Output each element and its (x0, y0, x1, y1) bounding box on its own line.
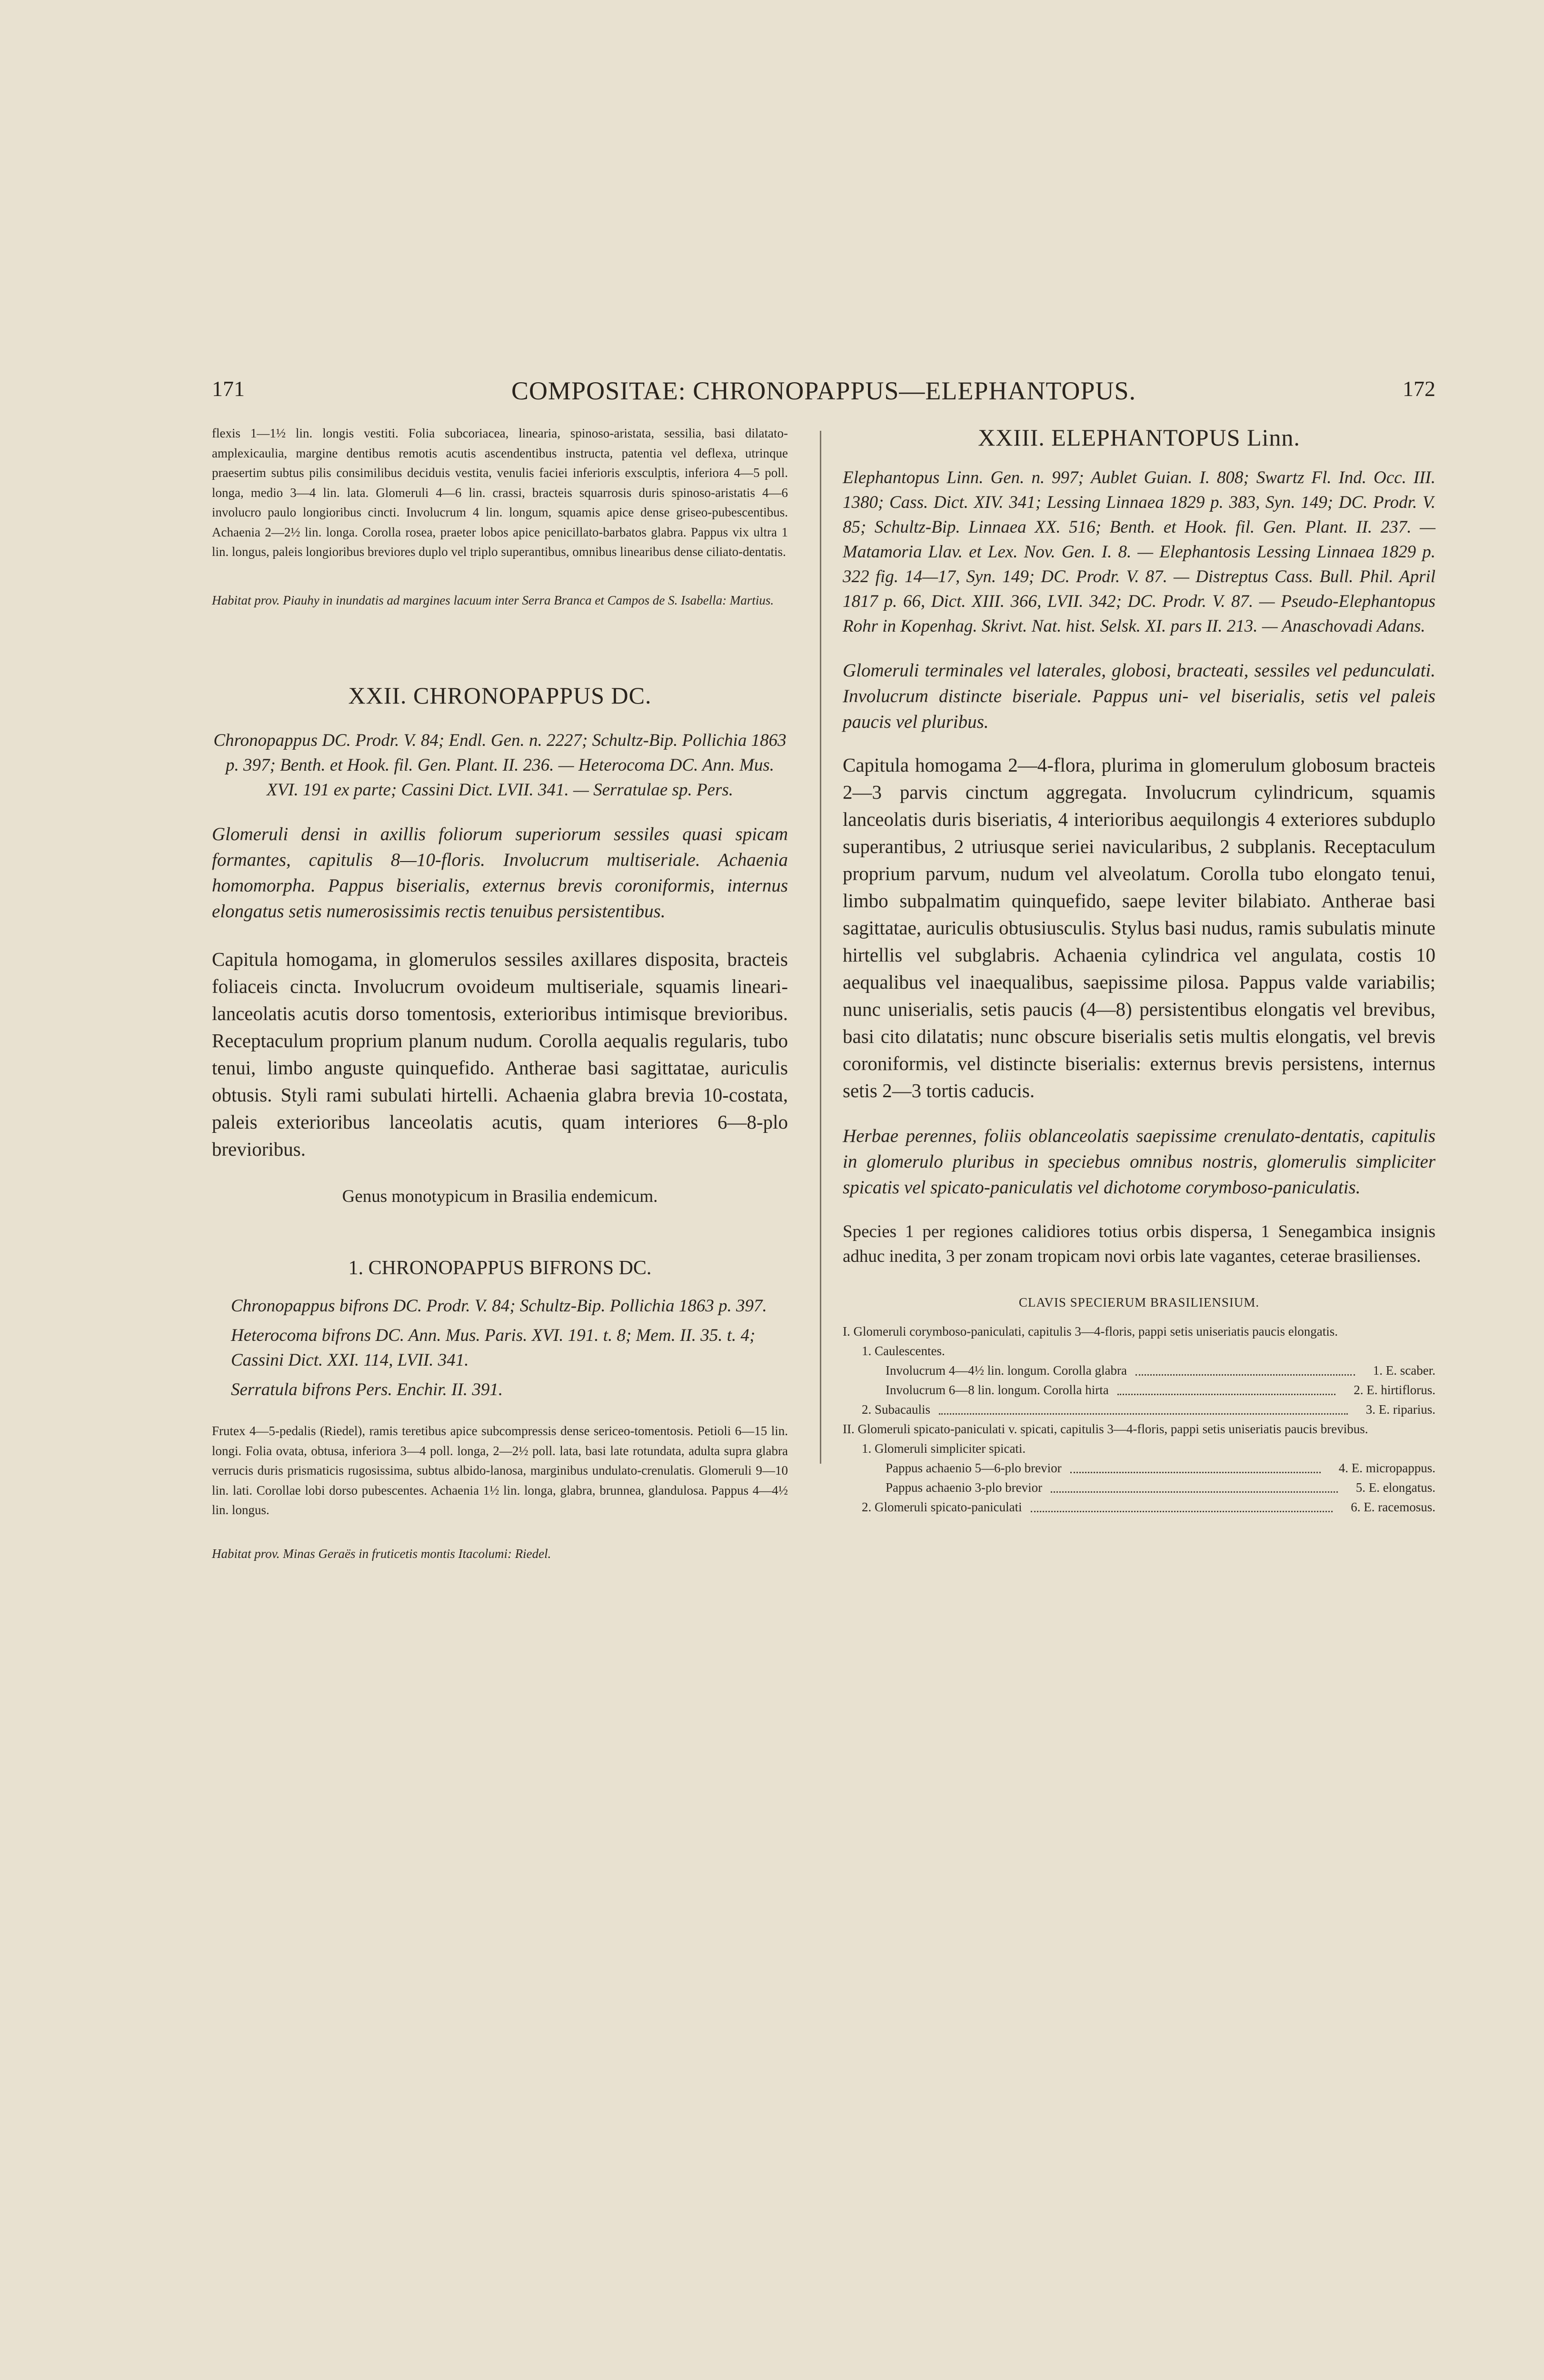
key-entry (843, 1361, 1435, 1380)
key-entry (843, 1458, 1435, 1478)
key-entry-text: Pappus achaenio 5—6-plo brevior (886, 1461, 1062, 1475)
key-entry (843, 1380, 1435, 1400)
genus-heading: XXIII. ELEPHANTOPUS Linn. (978, 424, 1300, 451)
key-entry (843, 1478, 1435, 1497)
key-heading: CLAVIS SPECIERUM BRASILIENSIUM. (1018, 1295, 1260, 1309)
key-entry-text: 2. Subacaulis (862, 1402, 930, 1417)
genus-heading: XXII. CHRONOPAPPUS DC. (348, 682, 652, 709)
genus-note: Genus monotypicum in Brasilia endemicum. (342, 1187, 658, 1206)
right-column (843, 424, 1435, 1517)
key-entry-text: 2. Glomeruli spicato-paniculati (862, 1500, 1022, 1514)
running-title: COMPOSITAE: CHRONOPAPPUS—ELEPHANTOPUS. (511, 377, 1136, 405)
key-couplet: I. Glomeruli corymboso-paniculati, capitulis 3—4-floris, pappi setis uniseriatis paucis elongatis. (843, 1324, 1338, 1339)
key-entry-result: 5. E. elongatus. (1355, 1480, 1435, 1495)
citation: Heterocoma bifrons DC. Ann. Mus. Paris. XVI. 191. t. 8; Mem. II. 35. t. 4; Cassini Dict. XXI. 114, LVII. 341. (231, 1326, 756, 1370)
page-header (212, 376, 1435, 409)
page-number-left: 171 (212, 377, 245, 401)
key-couplet: II. Glomeruli spicato-paniculati v. spicati, capitulis 3—4-floris, pappi setis uniseriatis paucis brevibus. (843, 1422, 1368, 1436)
key-entry (843, 1497, 1435, 1517)
genus-diagnosis: Glomeruli terminales vel laterales, globosi, bracteati, sessiles vel pedunculati. Involucrum distincte biseriale. Pappus uni- vel biserialis, setis vel paleis paucis vel pluribus. (843, 660, 1435, 732)
genus-description: Capitula homogama 2—4-flora, plurima in glomerulum globosum bracteis 2—3 parvis cinctum aggregata. Involucrum cylindricum, squamis lanceolatis duris biseriatis, 4 interioribus aequilongis 4 exteriores subduplo superantibus, 2 utriusque seriei navicularibus, 2 subplanis. Receptaculum proprium parvum, nudum vel alveolatum. Corolla tubo elongato tenui, limbo subpalmatim quinquefido, saepe leviter bilabiato. Antherae basi sagittatae, auriculis obtusiusculis. Stylus basi nudus, ramis subulatis minute hirtellis vel subglabris. Achaenia cylindrica vel angulata, costis 10 aequalibus vel inaequalibus, saepissime pilosa. Pappus valde variabilis; nunc uniserialis, setis paucis (4—8) persistentibus elongatis vel brevibus, basi cito dilatatis; nunc obscure biserialis setis multis elongatis, vel brevis coroniformis, vel distincte biserialis: externus brevis persistens, internus setis 2—3 tortis caducis. (843, 754, 1435, 1101)
genus-synonymy: Elephantopus Linn. Gen. n. 997; Aublet Guian. I. 808; Swartz Fl. Ind. Occ. III. 1380; Cass. Dict. XIV. 341; Lessing Linnaea 1829 p. 383, Syn. 149; DC. Prodr. V. 85; Schultz-Bip. Linnaea XX. 516; Benth. et Hook. fil. Gen. Plant. II. 237. — Matamoria Llav. et Lex. Nov. Gen. I. 8. — Elephantosis Lessing Linnaea 1829 p. 322 fig. 14—17, Syn. 149; DC. Prodr. V. 87. — Distreptus Cass. Bull. Phil. April 1817 p. 66, Dict. XIII. 366, LVII. 342; DC. Prodr. V. 87. — Pseudo-Elephantopus Rohr in Kopenhag. Skrivt. Nat. hist. Selsk. XI. pars II. 213. — Anaschovadi Adans. (843, 468, 1435, 636)
key-entry-text: Pappus achaenio 3-plo brevior (886, 1480, 1043, 1495)
key-entry-text: Involucrum 4—4½ lin. longum. Corolla glabra (886, 1363, 1127, 1378)
column-divider (820, 431, 821, 1464)
key-entry-result: 2. E. hirtiflorus. (1354, 1383, 1435, 1397)
genus-synonymy: Chronopappus DC. Prodr. V. 84; Endl. Gen. n. 2227; Schultz-Bip. Pollichia 1863 p. 397; Benth. et Hook. fil. Gen. Plant. II. 236. — Heterocoma DC. Ann. Mus. XVI. 191 ex parte; Cassini Dict. LVII. 341. — Serratulae sp. Pers. (213, 731, 787, 800)
key-entry-result: 3. E. riparius. (1365, 1402, 1435, 1417)
page-number-right: 172 (1403, 377, 1435, 401)
key-entry-result: 4. E. micropappus. (1338, 1461, 1435, 1475)
genus-diagnosis: Glomeruli densi in axillis foliorum superiorum sessiles quasi spicam formantes, capitulis 8—10-floris. Involucrum multiseriale. Achaenia homomorpha. Pappus biserialis, externus brevis coroniformis, internus elongatus setis numerosissimis rectis tenuibus persistentibus. (212, 824, 788, 922)
citation: Chronopappus bifrons DC. Prodr. V. 84; Schultz-Bip. Pollichia 1863 p. 397. (231, 1296, 767, 1316)
continued-description: flexis 1—1½ lin. longis vestiti. Folia subcoriacea, linearia, spinoso-aristata, sessilia, basi dilatato-amplexicaulia, margine dentibus remotis acutis ascendentibus instructa, patentia vel deflexa, utrinque praesertim subtus pilis consimilibus deciduis vestita, venulis faciei inferioris exsculptis, inferiora 4—5 poll. longa, medio 3—4 lin. lata. Glomeruli 4—6 lin. crassi, bracteis squarrosis duris spinoso-aristatis 4—6 involucro paulo longioribus cincti. Involucrum 4 lin. longum, squamis apice dense griseo-pubescentibus. Achaenia 2—2½ lin. longa. Corolla rosea, praeter lobos apice penicillato-barbatos glabra. Pappus vix ultra 1 lin. longus, paleis longioribus breviores duplo vel triplo superantibus, omnibus linearibus dense ciliato-dentatis. (212, 426, 788, 559)
key-entry-result: 1. E. scaber. (1373, 1363, 1435, 1378)
species-note: Species 1 per regiones calidiores totius orbis dispersa, 1 Senegambica insignis adhuc inedita, 3 per zonam tropicam novi orbis late vagantes, ceterae brasilienses. (843, 1222, 1435, 1266)
species-key (843, 1322, 1435, 1517)
habitat-note: Habitat prov. Piauhy in inundatis ad margines lacuum inter Serra Branca et Campos de S. Isabella: Martius. (212, 593, 774, 607)
key-lead: 1. Glomeruli simpliciter spicati. (862, 1441, 1026, 1456)
left-column (212, 424, 788, 1564)
citation: Serratula bifrons Pers. Enchir. II. 391. (231, 1380, 503, 1399)
species-citations (212, 1294, 788, 1402)
key-entry-text: Involucrum 6—8 lin. longum. Corolla hirta (886, 1383, 1109, 1397)
habitat-note: Habitat prov. Minas Geraës in fruticetis montis Itacolumi: Riedel. (212, 1546, 551, 1561)
key-entry-result: 6. E. racemosus. (1351, 1500, 1435, 1514)
herbae-paragraph: Herbae perennes, foliis oblanceolatis saepissime crenulato-dentatis, capitulis in glomerulo pluribus in speciebus omnibus nostris, glomerulis simpliciter spicatis vel spicato-paniculatis vel dichotome corymboso-paniculatis. (843, 1126, 1435, 1198)
key-entry (843, 1400, 1435, 1419)
key-lead: 1. Caulescentes. (862, 1344, 945, 1358)
genus-description: Capitula homogama, in glomerulos sessiles axillares disposita, bracteis foliaceis cincta. Involucrum ovoideum multiseriale, squamis lineari-lanceolatis acutis dorso tomentosis, exterioribus intimisque brevioribus. Receptaculum proprium planum nudum. Corolla aequalis regularis, tubo tenui, limbo anguste quinquefido. Antherae basi sagittatae, auriculis obtusis. Styli rami subulati hirtelli. Achaenia glabra brevia 10-costata, paleis exterioribus lanceolatis acutis, quam interiores 6—8-plo brevioribus. (212, 948, 788, 1160)
species-description: Frutex 4—5-pedalis (Riedel), ramis teretibus apice subcompressis dense sericeo-tomentosis. Petioli 6—15 lin. longi. Folia ovata, obtusa, inferiora 3—4 poll. longa, 2—2½ poll. lata, basi late rotundata, adulta supra glabra verrucis duris prismaticis rugosissima, subtus albido-lanosa, marginibus undulato-crenulatis. Glomeruli 9—10 lin. lati. Corollae lobi dorso pubescentes. Achaenia 1½ lin. longa, glabra, brunnea, glandulosa. Pappus 4—4½ lin. longus. (212, 1424, 788, 1517)
species-heading: 1. CHRONOPAPPUS BIFRONS DC. (348, 1257, 652, 1279)
